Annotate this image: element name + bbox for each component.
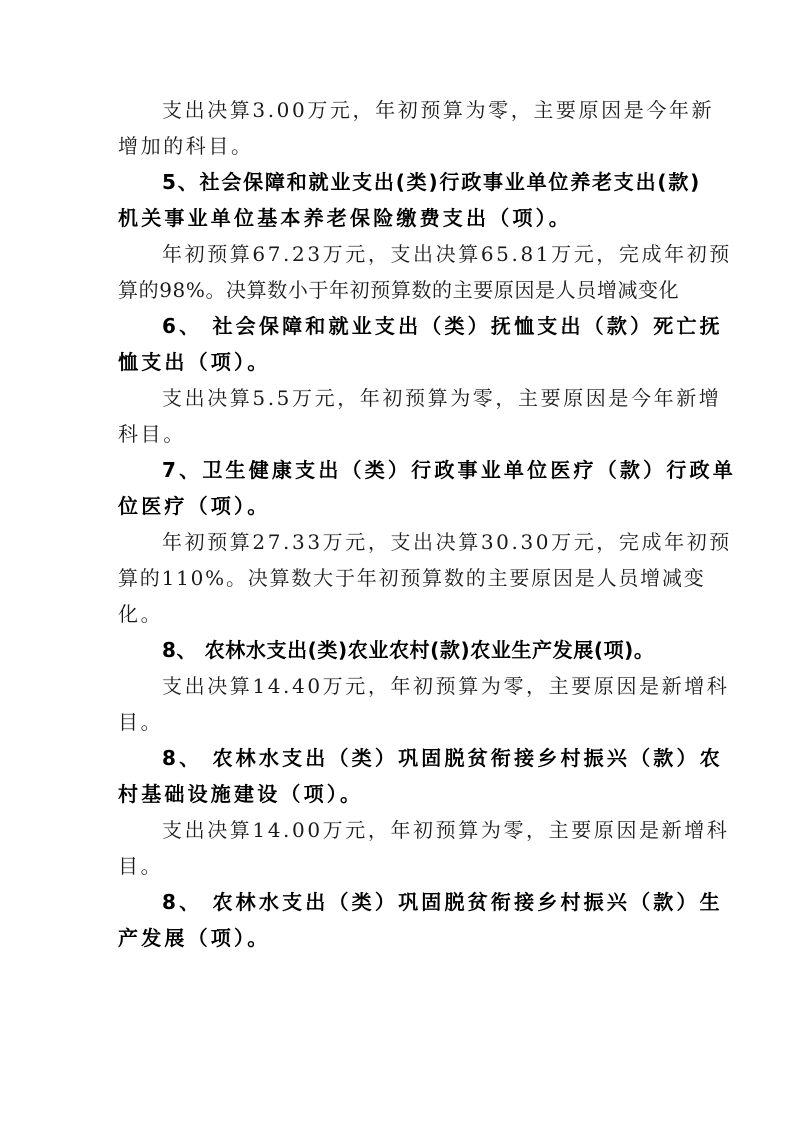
paragraph-line: 年初预算67.23万元，支出决算65.81万元，完成年初预 (162, 242, 732, 266)
section-heading: 机关事业单位基本养老保险缴费支出（项）。 (118, 206, 572, 230)
paragraph-line: 科目。 (118, 422, 186, 446)
paragraph-line: 支出决算5.5万元，年初预算为零，主要原因是今年新增 (162, 386, 722, 410)
paragraph-line: 目。 (118, 710, 164, 734)
page-body (118, 98, 736, 964)
section-heading: 8、 农林水支出（类）巩固脱贫衔接乡村振兴（款）生 (162, 890, 723, 914)
paragraph-line: 目。 (118, 854, 164, 878)
paragraph-line: 支出决算14.00万元，年初预算为零，主要原因是新增科 (162, 818, 730, 842)
section-heading: 6、 社会保障和就业支出（类）抚恤支出（款）死亡抚 (162, 314, 723, 338)
section-heading: 5、社会保障和就业支出(类)行政事业单位养老支出(款) (162, 170, 702, 194)
paragraph-line: 化。 (118, 602, 164, 626)
paragraph-line: 年初预算27.33万元，支出决算30.30万元，完成年初预 (162, 530, 732, 554)
section-heading: 位医疗（项）。 (118, 494, 271, 518)
section-heading: 8、 农林水支出(类)农业农村(款)农业生产发展(项)。 (162, 638, 655, 662)
section-heading: 恤支出（项）。 (118, 350, 271, 374)
paragraph-line: 增加的科目。 (118, 134, 254, 158)
section-heading: 村基础设施建设（项）。 (118, 782, 364, 806)
section-heading: 8、 农林水支出（类）巩固脱贫衔接乡村振兴（款）农 (162, 746, 723, 770)
paragraph-line: 支出决算3.00万元，年初预算为零，主要原因是今年新 (162, 98, 715, 122)
section-heading: 产发展（项）。 (118, 926, 271, 950)
section-heading: 7、卫生健康支出（类）行政事业单位医疗（款）行政单 (162, 458, 736, 482)
paragraph-line: 支出决算14.40万元，年初预算为零，主要原因是新增科 (162, 674, 730, 698)
paragraph-line: 算的110%。决算数大于年初预算数的主要原因是人员增减变 (118, 566, 706, 590)
paragraph-line: 算的98%。决算数小于年初预算数的主要原因是人员增减变化 (118, 278, 680, 302)
